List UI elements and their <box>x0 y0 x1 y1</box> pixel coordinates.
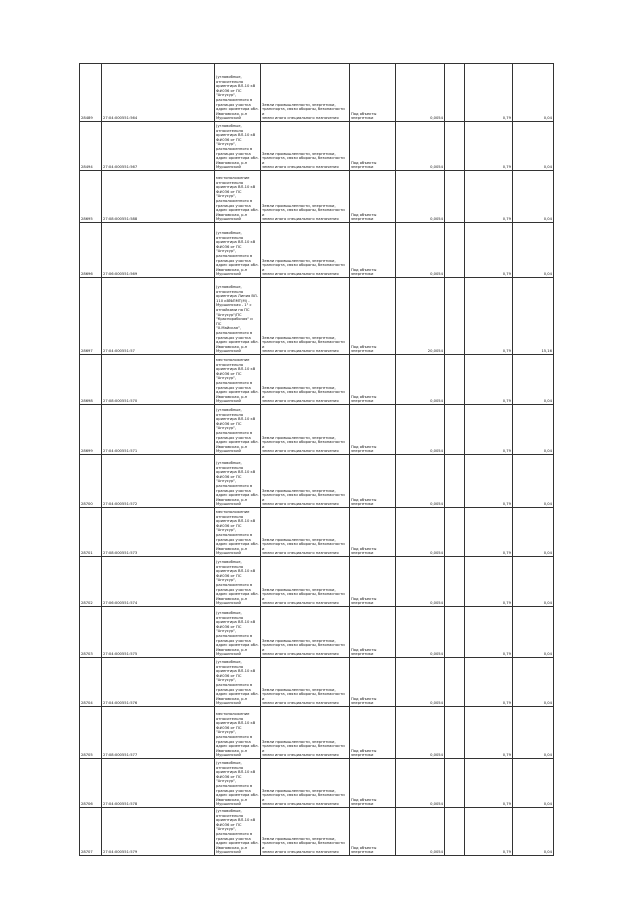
cadastral-number-cell: 27:04:000551:564 <box>102 64 215 122</box>
tax-rate-cell: 0,79 <box>465 64 513 122</box>
row-id-cell: 28706 <box>80 759 102 808</box>
cadastral-number-cell: 27:08:000551:573 <box>102 508 215 557</box>
tax-amount-cell: 15,16 <box>513 278 554 355</box>
land-category-cell: Земли промышленности, энергетики, транспорта, связи обороны, безопасности и земли иного специального назначения <box>261 171 350 223</box>
permitted-use-cell: Под объекты энергетики <box>350 355 396 405</box>
table-row <box>80 122 554 171</box>
land-category-cell: Земли промышленности, энергетики, транспорта, связи обороны, безопасности и земли иного специального назначения <box>261 707 350 759</box>
land-category-cell: Земли промышленности, энергетики, транспорта, связи обороны, безопасности и земли иного специального назначения <box>261 455 350 508</box>
row-id-cell: 28698 <box>80 355 102 405</box>
land-category-cell: Земли промышленности, энергетики, транспорта, связи обороны, безопасности и земли иного специального назначения <box>261 759 350 808</box>
cadastral-number-cell: 27:06:000551:569 <box>102 223 215 278</box>
land-category-cell: Земли промышленности, энергетики, транспорта, связи обороны, безопасности и земли иного специального назначения <box>261 508 350 557</box>
cadastral-number-cell: 27:04:000551:575 <box>102 607 215 658</box>
cadastral-number-cell: 27:04:000551:572 <box>102 455 215 508</box>
tax-amount-cell: 0,04 <box>513 508 554 557</box>
location-description-cell: (угловобные, относительно ориентира ВЛ-10 кВ Ф#036 от ПС "Ангусур", расположенного в границах участка адрес ориентира обл. Ивановская, р-н Муршинский <box>215 64 261 122</box>
empty-cell <box>445 64 465 122</box>
permitted-use-cell: Под объекты энергетики <box>350 122 396 171</box>
tax-rate-cell: 0,79 <box>465 759 513 808</box>
tax-rate-cell: 0,79 <box>465 355 513 405</box>
land-category-cell: Земли промышленности, энергетики, транспорта, связи обороны, безопасности и земли иного специального назначения <box>261 64 350 122</box>
row-id-cell: 28695 <box>80 171 102 223</box>
tax-amount-cell: 0,04 <box>513 171 554 223</box>
row-id-cell: 28696 <box>80 223 102 278</box>
row-id-cell: 28707 <box>80 808 102 856</box>
tax-rate-cell: 0,79 <box>465 223 513 278</box>
permitted-use-cell: Под объекты энергетики <box>350 455 396 508</box>
permitted-use-cell: Под объекты энергетики <box>350 759 396 808</box>
tax-rate-cell: 0,79 <box>465 707 513 759</box>
row-id-cell: 28705 <box>80 707 102 759</box>
permitted-use-cell: Под объекты энергетики <box>350 223 396 278</box>
permitted-use-cell: Под объекты энергетики <box>350 658 396 707</box>
location-description-cell: (угловобные, относительно ориентира ВЛ-10 кВ Ф#036 от ПС "Ангусур", расположенного в границах участка адрес ориентира обл. Ивановская, р-н Муршинский <box>215 455 261 508</box>
land-category-cell: Земли промышленности, энергетики, транспорта, связи обороны, безопасности и земли иного специального назначения <box>261 278 350 355</box>
table-row <box>80 808 554 856</box>
row-id-cell: 28700 <box>80 455 102 508</box>
area-cell: 0,0054 <box>396 455 445 508</box>
row-id-cell: 28489 <box>80 64 102 122</box>
tax-rate-cell: 0,79 <box>465 455 513 508</box>
permitted-use-cell: Под объекты энергетики <box>350 607 396 658</box>
row-id-cell: 28494 <box>80 122 102 171</box>
row-id-cell: 28697 <box>80 278 102 355</box>
cadastral-number-cell: 27:04:000551:567 <box>102 122 215 171</box>
tax-amount-cell: 0,04 <box>513 64 554 122</box>
table-row <box>80 64 554 122</box>
row-id-cell: 28699 <box>80 405 102 455</box>
area-cell: 0,0054 <box>396 508 445 557</box>
area-cell: 0,0054 <box>396 64 445 122</box>
location-description-cell: (угловобные, относительно ориентира ВЛ-10 кВ Ф#036 от ПС "Ангусур", расположенного в границах участка адрес ориентира обл. Ивановская, р-н Муршинский <box>216 809 259 855</box>
permitted-use-cell: Под объекты энергетики <box>350 405 396 455</box>
permitted-use-cell: Под объекты энергетики <box>350 808 396 856</box>
empty-cell <box>445 808 465 856</box>
cadastral-number-cell: 27:04:000551:579 <box>102 808 215 856</box>
tax-amount-cell: 0,04 <box>513 808 554 856</box>
empty-cell <box>445 355 465 405</box>
cadastral-number-cell: 27:08:000551:570 <box>102 355 215 405</box>
permitted-use-cell: Под объекты энергетики <box>350 64 396 122</box>
tax-amount-cell: 0,04 <box>513 405 554 455</box>
empty-cell <box>445 557 465 607</box>
table-row <box>80 171 554 223</box>
tax-amount-cell: 0,04 <box>513 607 554 658</box>
land-category-cell: Земли промышленности, энергетики, транспорта, связи обороны, безопасности и земли иного специального назначения <box>261 557 350 607</box>
empty-cell <box>445 405 465 455</box>
area-cell: 0,0054 <box>396 808 445 856</box>
tax-amount-cell: 0,04 <box>513 557 554 607</box>
empty-cell <box>445 508 465 557</box>
row-id-cell: 28702 <box>80 557 102 607</box>
location-description-cell: (угловобные, относительно ориентира ВЛ-10 кВ Ф#036 от ПС "Ангусур", расположенного в границах участка адрес ориентира обл. Ивановская, р-н Муршинский <box>215 557 261 607</box>
land-category-cell: Земли промышленности, энергетики, транспорта, связи обороны, безопасности и земли иного специального назначения <box>261 405 350 455</box>
table-row <box>80 607 554 658</box>
cadastral-number-cell: 27:04:000551:578 <box>102 759 215 808</box>
row-id-cell: 28701 <box>80 508 102 557</box>
table-row <box>80 355 554 405</box>
cadastral-number-cell: 27:06:000551:574 <box>102 557 215 607</box>
area-cell: 0,0054 <box>396 355 445 405</box>
cadastral-number-cell: 27:08:000551:588 <box>102 171 215 223</box>
location-description-cell: (угловобные, относительно ориентира Линия ВЛ- 110 кВ№ПМТ(М) - Муршинская - 1" с отпайками на ПС "Ангусур"/ПС "Краснорабочая" и ПС "Х.Майская", расположенного в границах участка адрес ориентира обл. Ивановская, р-н Муршинский <box>215 278 261 355</box>
cadastral-number-cell: 27:04:000551:576 <box>102 658 215 707</box>
empty-cell <box>445 122 465 171</box>
area-cell: 0,0054 <box>396 223 445 278</box>
table-row <box>80 707 554 759</box>
location-description-cell: местоположение относительно ориентира ВЛ-10 кВ Ф#036 от ПС "Ангусур", расположенного в границах участка адрес ориентира обл. Ивановская, р-н Муршинский <box>215 355 261 405</box>
tax-amount-cell: 0,04 <box>513 355 554 405</box>
table-row <box>80 658 554 707</box>
empty-cell <box>445 658 465 707</box>
land-category-cell: Земли промышленности, энергетики, транспорта, связи обороны, безопасности и земли иного специального назначения <box>261 122 350 171</box>
empty-cell <box>445 759 465 808</box>
table-row <box>80 759 554 808</box>
empty-cell <box>445 607 465 658</box>
location-description-cell: (угловобные, относительно ориентира ВЛ-10 кВ Ф#036 от ПС "Ангусур", расположенного в границах участка адрес ориентира обл. Ивановская, р-н Муршинский <box>215 122 261 171</box>
tax-amount-cell: 0,04 <box>513 122 554 171</box>
area-cell: 0,0054 <box>396 607 445 658</box>
table-row <box>80 557 554 607</box>
row-id-cell: 28704 <box>80 658 102 707</box>
location-description-cell: (угловобные, относительно ориентира ВЛ-10 кВ Ф#036 от ПС "Ангусур", расположенного в границах участка адрес ориентира обл. Ивановская, р-н Муршинский <box>215 658 261 707</box>
empty-cell <box>445 707 465 759</box>
permitted-use-cell: Под объекты энергетики <box>350 707 396 759</box>
permitted-use-cell: Под объекты энергетики <box>350 508 396 557</box>
land-category-cell: Земли промышленности, энергетики, транспорта, связи обороны, безопасности и земли иного специального назначения <box>261 355 350 405</box>
location-description-cell: (угловобные, относительно ориентира ВЛ-10 кВ Ф#036 от ПС "Ангусур", расположенного в границах участка адрес ориентира обл. Ивановская, р-н Муршинский <box>215 223 261 278</box>
land-category-cell: Земли промышленности, энергетики, транспорта, связи обороны, безопасности и земли иного специального назначения <box>261 223 350 278</box>
land-category-cell: Земли промышленности, энергетики, транспорта, связи обороны, безопасности и земли иного специального назначения <box>261 808 350 856</box>
land-register-table <box>79 63 554 856</box>
tax-rate-cell: 0,79 <box>465 808 513 856</box>
permitted-use-cell: Под объекты энергетики <box>350 278 396 355</box>
tax-rate-cell: 0,79 <box>465 171 513 223</box>
area-cell: 20,0054 <box>396 278 445 355</box>
area-cell: 0,0054 <box>396 707 445 759</box>
tax-rate-cell: 0,79 <box>465 405 513 455</box>
tax-rate-cell: 0,79 <box>465 508 513 557</box>
cadastral-number-cell: 27:04:000551:57 <box>102 278 215 355</box>
location-description-cell: (угловобные, относительно ориентира ВЛ-10 кВ Ф#036 от ПС "Ангусур", расположенного в границах участка адрес ориентира обл. Ивановская, р-н Муршинский <box>215 759 261 808</box>
table-row <box>80 278 554 355</box>
area-cell: 0,0054 <box>396 171 445 223</box>
permitted-use-cell: Под объекты энергетики <box>350 171 396 223</box>
table-row <box>80 508 554 557</box>
table-row <box>80 405 554 455</box>
land-category-cell: Земли промышленности, энергетики, транспорта, связи обороны, безопасности и земли иного специального назначения <box>261 607 350 658</box>
location-description-cell: местоположение относительно ориентира ВЛ-10 кВ Ф#036 от ПС "Ангусур", расположенного в границах участка адрес ориентира обл. Ивановская, р-н Муршинский <box>215 508 261 557</box>
tax-rate-cell: 0,79 <box>465 607 513 658</box>
tax-rate-cell: 0,79 <box>465 122 513 171</box>
tax-rate-cell: 0,79 <box>465 658 513 707</box>
location-description-cell: (угловобные, относительно ориентира ВЛ-10 кВ Ф#036 от ПС "Ангусур", расположенного в границах участка адрес ориентира обл. Ивановская, р-н Муршинский <box>215 607 261 658</box>
tax-amount-cell: 0,04 <box>513 223 554 278</box>
area-cell: 0,0054 <box>396 405 445 455</box>
row-id-cell: 28703 <box>80 607 102 658</box>
empty-cell <box>445 223 465 278</box>
cadastral-number-cell: 27:04:000551:571 <box>102 405 215 455</box>
area-cell: 0,0054 <box>396 557 445 607</box>
location-description-cell: (угловобные, относительно ориентира ВЛ-10 кВ Ф#036 от ПС "Ангусур", расположенного в границах участка адрес ориентира обл. Ивановская, р-н Муршинский <box>215 405 261 455</box>
tax-amount-cell: 0,04 <box>513 707 554 759</box>
empty-cell <box>445 278 465 355</box>
empty-cell <box>445 455 465 508</box>
tax-amount-cell: 0,04 <box>513 759 554 808</box>
tax-amount-cell: 0,04 <box>513 455 554 508</box>
area-cell: 0,0054 <box>396 759 445 808</box>
permitted-use-cell: Под объекты энергетики <box>350 557 396 607</box>
location-description-cell: местоположение относительно ориентира ВЛ-10 кВ Ф#036 от ПС "Ангусур", расположенного в границах участка адрес ориентира обл. Ивановская, р-н Муршинский <box>215 171 261 223</box>
empty-cell <box>445 171 465 223</box>
area-cell: 0,0054 <box>396 122 445 171</box>
land-category-cell: Земли промышленности, энергетики, транспорта, связи обороны, безопасности и земли иного специального назначения <box>261 658 350 707</box>
area-cell: 0,0054 <box>396 658 445 707</box>
table-row <box>80 223 554 278</box>
tax-amount-cell: 0,04 <box>513 658 554 707</box>
tax-rate-cell: 0,79 <box>465 278 513 355</box>
tax-rate-cell: 0,79 <box>465 557 513 607</box>
location-description-cell: местоположение относительно ориентира ВЛ-10 кВ Ф#036 от ПС "Ангусур", расположенного в границах участка адрес ориентира обл. Ивановская, р-н Муршинский <box>215 707 261 759</box>
cadastral-number-cell: 27:08:000551:577 <box>102 707 215 759</box>
table-row <box>80 455 554 508</box>
